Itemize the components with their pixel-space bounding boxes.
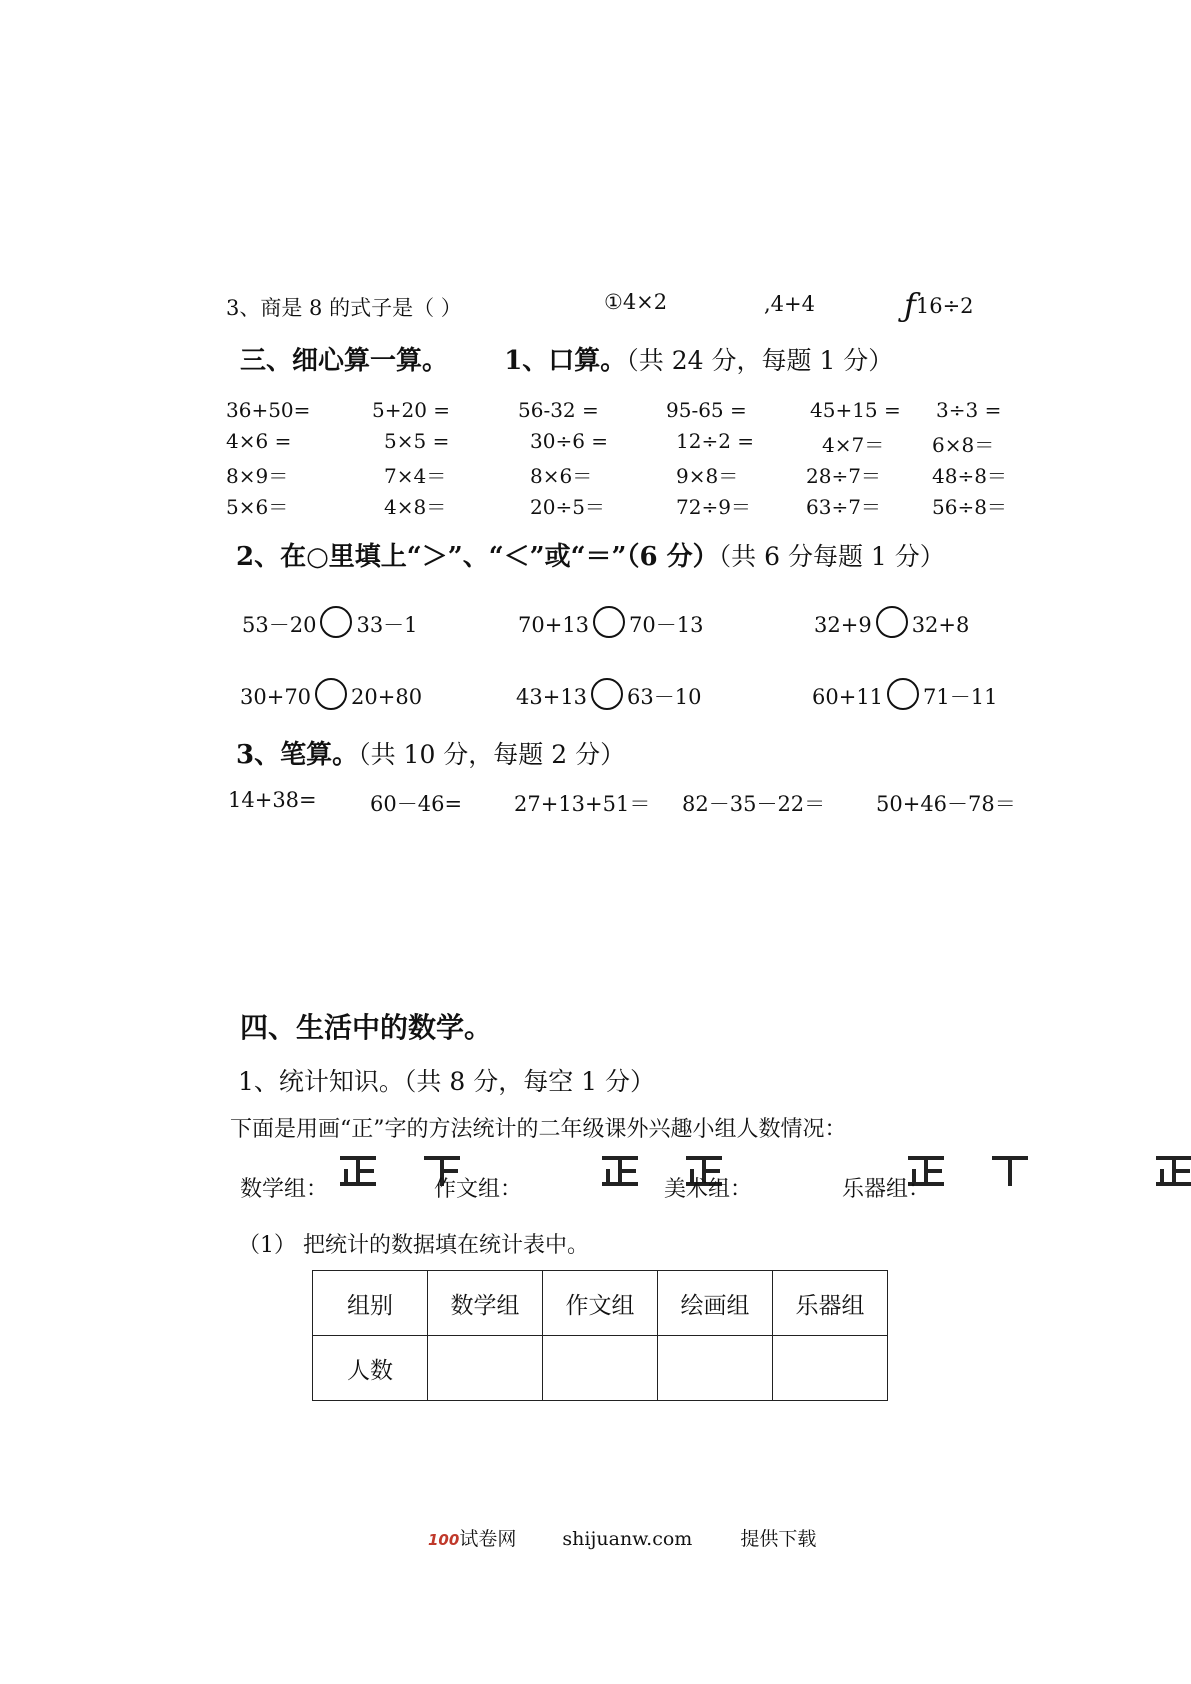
footer-note: 提供下载	[740, 1528, 817, 1550]
table-header-cell: 作文组	[543, 1271, 658, 1336]
oral-calc-item: 48÷8＝	[932, 464, 1007, 488]
table-header-cell: 组别	[313, 1271, 428, 1336]
table-answer-cell[interactable]	[543, 1336, 658, 1401]
oral-calc-item: 5+20 =	[372, 398, 451, 422]
tally-mark	[602, 1156, 638, 1186]
footer-site-name: 试卷网	[459, 1528, 517, 1550]
oral-calc-item: 3÷3 =	[936, 398, 1002, 422]
compare-item	[814, 606, 969, 638]
answer-circle[interactable]	[591, 678, 623, 710]
oral-calc-item: 8×6＝	[530, 464, 593, 488]
group-label: 作文组：	[434, 1177, 523, 1202]
oral-calc-score: （共 24 分，每题 1 分）	[626, 346, 894, 375]
oral-calc-item: 36+50=	[226, 398, 311, 422]
table-header-cell: 绘画组	[658, 1271, 773, 1336]
written-calc-heading	[236, 734, 625, 771]
written-calc-item: 60－46=	[370, 792, 463, 816]
option-1: ①4×2	[604, 290, 668, 314]
oral-calc-item: 72÷9＝	[676, 495, 751, 519]
footer-logo: 100	[428, 1531, 460, 1549]
compare-left-expr: 53－20	[242, 613, 317, 637]
oral-calc-item: 30÷6 =	[530, 429, 609, 453]
table-answer-cell[interactable]	[658, 1336, 773, 1401]
compare-left-expr: 30+70	[240, 685, 312, 709]
stat-table	[312, 1270, 888, 1401]
option-3-mark: ƒ	[904, 286, 916, 324]
oral-calc-item: 95-65 =	[666, 398, 747, 422]
answer-circle[interactable]	[593, 606, 625, 638]
compare-item	[242, 606, 418, 639]
stat-table-count-row	[313, 1336, 888, 1401]
compare-left-expr: 70+13	[518, 613, 590, 637]
table-header-cell: 乐器组	[773, 1271, 888, 1336]
oral-calc-item: 12÷2 =	[676, 429, 755, 453]
option-2: ,4+4	[764, 292, 815, 316]
section-3-title: 三、细心算一算。	[240, 346, 449, 376]
oral-calc-item: 20÷5＝	[530, 495, 605, 519]
oral-calc-item: 4×8＝	[384, 495, 447, 519]
compare-right-expr: 71－11	[923, 685, 998, 709]
option-3	[904, 286, 974, 324]
stat-subtitle: 1、统计知识。（共 8 分，每空 1 分）	[238, 1067, 656, 1096]
question-3	[226, 292, 462, 322]
oral-calc-item: 56÷8＝	[932, 495, 1007, 519]
written-calc-item: 50+46－78＝	[876, 792, 1016, 816]
tally-mark	[992, 1156, 1028, 1186]
compare-item	[812, 678, 998, 711]
written-calc-item: 14+38=	[228, 788, 317, 812]
compare-item	[240, 678, 422, 710]
section-3-heading	[240, 340, 893, 377]
written-calc-title: 3、笔算。	[236, 740, 359, 770]
stat-question-1: （1） 把统计的数据填在统计表中。	[238, 1233, 589, 1258]
footer	[428, 1524, 816, 1551]
compare-item	[518, 606, 704, 639]
oral-calc-item: 6×8＝	[932, 433, 995, 457]
oral-calc-item: 5×6＝	[226, 495, 289, 519]
oral-calc-item: 56-32 =	[518, 398, 599, 422]
oral-calc-item: 8×9＝	[226, 464, 289, 488]
table-row-label: 人数	[313, 1336, 428, 1401]
answer-circle[interactable]	[876, 606, 908, 638]
written-calc-score: （共 10 分，每题 2 分）	[358, 740, 626, 769]
oral-calc-item: 4×6 =	[226, 429, 292, 453]
oral-calc-title: 1、口算。	[504, 346, 627, 376]
compare-heading	[236, 536, 945, 573]
compare-left-expr: 32+9	[814, 613, 872, 637]
written-calc-item: 27+13+51＝	[514, 792, 651, 816]
answer-circle[interactable]	[315, 678, 347, 710]
compare-right-expr: 33－1	[356, 613, 418, 637]
stat-table-header-row	[313, 1271, 888, 1336]
tally-mark	[340, 1156, 376, 1186]
group-label: 乐器组：	[842, 1177, 931, 1202]
written-calc-item: 82－35－22＝	[682, 792, 826, 816]
compare-left-expr: 43+13	[516, 685, 588, 709]
footer-url[interactable]: shijuanw.com	[562, 1528, 693, 1550]
compare-title: 2、在○里填上“＞”、“＜”或“＝”（6 分）	[236, 542, 719, 572]
oral-calc-item: 9×8＝	[676, 464, 739, 488]
oral-calc-item: 45+15 =	[810, 398, 901, 422]
compare-left-expr: 60+11	[812, 685, 884, 709]
oral-calc-item: 7×4＝	[384, 464, 447, 488]
question-3-text: 3、商是 8 的式子是（ ）	[226, 296, 462, 320]
compare-right-expr: 20+80	[351, 685, 423, 709]
oral-calc-item: 5×5 =	[384, 429, 450, 453]
table-answer-cell[interactable]	[428, 1336, 543, 1401]
oral-calc-item: 63÷7＝	[806, 495, 881, 519]
option-3-text: 16÷2	[915, 294, 974, 318]
compare-right-expr: 32+8	[911, 613, 970, 637]
compare-item	[516, 678, 702, 711]
answer-circle[interactable]	[320, 606, 352, 638]
table-header-cell: 数学组	[428, 1271, 543, 1336]
table-answer-cell[interactable]	[773, 1336, 888, 1401]
answer-circle[interactable]	[887, 678, 919, 710]
compare-score: （共 6 分每题 1 分）	[718, 542, 945, 571]
oral-calc-item: 28÷7＝	[806, 464, 881, 488]
tally-mark	[1156, 1156, 1191, 1186]
group-label: 美术组：	[664, 1177, 753, 1202]
compare-right-expr: 63－10	[627, 685, 702, 709]
oral-calc-item: 4×7＝	[822, 433, 885, 457]
stat-description: 下面是用画“正”字的方法统计的二年级课外兴趣小组人数情况：	[230, 1117, 847, 1142]
compare-right-expr: 70－13	[629, 613, 704, 637]
section-4-title: 四、生活中的数学。	[240, 1011, 493, 1044]
group-label: 数学组：	[240, 1177, 329, 1202]
